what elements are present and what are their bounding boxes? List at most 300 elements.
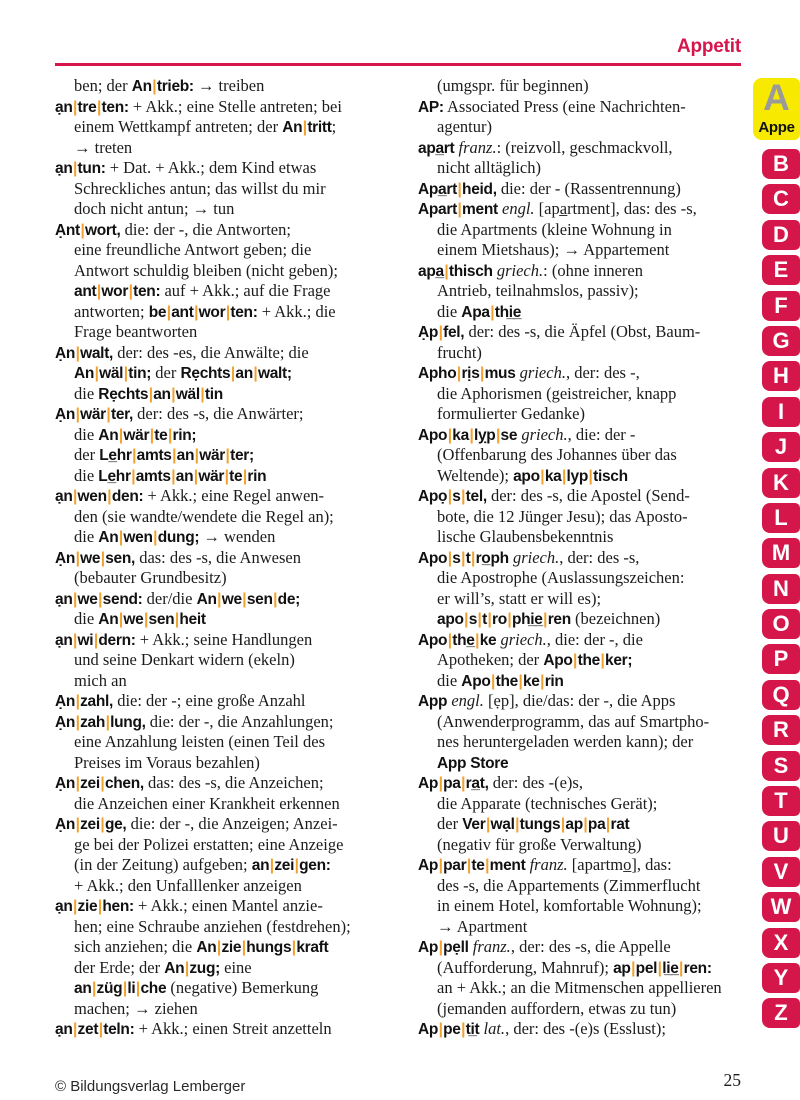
definition-text: Antwort schuldig bleiben (nicht geben); <box>74 260 338 280</box>
headword: An|we|sen|heit <box>98 611 206 628</box>
syllable-divider: | <box>471 549 476 567</box>
syllable-divider: | <box>106 406 111 423</box>
syllable-divider: | <box>573 652 578 669</box>
syllable-divider: | <box>97 898 102 915</box>
tab-letter-d[interactable]: D <box>762 220 800 250</box>
tab-letter-j[interactable]: J <box>762 432 800 462</box>
entry-line <box>418 999 755 1020</box>
definition-text: Associated Press (eine Nachrichten- <box>443 96 686 116</box>
entry-line <box>55 650 407 671</box>
tab-letter-m[interactable]: M <box>762 538 800 568</box>
headword: An|tritt <box>282 119 332 136</box>
definition-text: Frage beantworten <box>74 322 198 341</box>
syllable-divider: | <box>438 939 443 956</box>
headword: apo|s|t|ro|phi̲e̲|ren <box>437 611 571 628</box>
definition-text: der: des -s, die Apostel (Send- <box>486 486 690 505</box>
tab-letter-b[interactable]: B <box>762 149 800 179</box>
syllable-divider: | <box>193 467 198 485</box>
definition-text: (Offenbarung des Johannes über das <box>437 445 677 464</box>
headword: Apa̲rt|heid, <box>418 180 497 198</box>
tab-letter-r[interactable]: R <box>762 715 800 745</box>
syllable-divider: | <box>149 426 154 444</box>
headword: An|we|sen|de; <box>196 590 301 608</box>
entry-line <box>418 814 755 835</box>
language-label: griech. <box>500 629 547 649</box>
syllable-divider: | <box>118 529 123 546</box>
tab-letter-q[interactable]: Q <box>762 680 800 710</box>
entry-line <box>418 589 755 610</box>
tab-letter-v[interactable]: V <box>762 857 800 887</box>
definition-text: (negativ für große Verwaltung) <box>437 834 642 854</box>
definition-text: auf + Akk.; auf die Frage <box>160 281 331 300</box>
definition-text: → wenden <box>199 527 276 546</box>
entry-line <box>55 445 407 466</box>
definition-text: Antrieb, teilnahmslos, passiv); <box>437 281 639 300</box>
tab-letter-g[interactable]: G <box>762 326 800 356</box>
definition-text: die <box>437 670 462 690</box>
syllable-divider: | <box>294 857 299 874</box>
entry-line <box>418 937 755 958</box>
definition-text: , der: des -, <box>565 363 640 382</box>
headword: Rẹchts|an|wäl|tin <box>98 385 223 403</box>
syllable-divider: | <box>73 488 78 505</box>
entry-line <box>418 876 755 897</box>
syllable-divider: | <box>80 221 85 239</box>
headword: Ap|par|te|ment <box>418 857 526 874</box>
syllable-divider: | <box>123 365 128 382</box>
syllable-divider: | <box>444 262 449 280</box>
entry-line <box>55 671 407 692</box>
entry-line <box>55 937 407 958</box>
entry-line <box>55 835 407 856</box>
syllable-divider: | <box>540 672 545 690</box>
headword: Le̲hr|amts|an|wär|ter; <box>99 447 254 464</box>
headword: An|wäl|tin; <box>74 365 152 382</box>
header-rule <box>55 63 741 66</box>
syllable-divider: | <box>105 713 110 731</box>
syllable-divider: | <box>461 488 466 505</box>
syllable-divider: | <box>131 467 136 485</box>
alphabet-tabs <box>762 149 800 1028</box>
entry-line <box>55 999 407 1020</box>
definition-text: lische Glaubensbekenntnis <box>437 527 614 546</box>
definition-text: [apartmo̲], das: <box>567 855 672 874</box>
headword: Apo|ka|lỵp|se <box>418 426 518 444</box>
definition-text: mich an <box>74 670 127 690</box>
entry-line <box>418 240 755 261</box>
entry-line <box>55 363 407 384</box>
syllable-divider: | <box>224 467 229 485</box>
syllable-divider: | <box>132 447 137 464</box>
entry-line <box>55 1019 407 1040</box>
syllable-divider: | <box>447 488 452 505</box>
syllable-divider: | <box>469 426 474 444</box>
entry-line <box>418 343 755 364</box>
definition-text: (in der Zeitung) aufgeben; <box>74 855 252 874</box>
headword: Ạn|walt, <box>55 344 114 362</box>
syllable-divider: | <box>174 611 179 628</box>
entry-line <box>55 97 407 118</box>
syllable-divider: | <box>242 467 247 485</box>
definition-text: die <box>74 527 99 546</box>
headword: An|zie|hungs|kraft <box>196 939 329 956</box>
entry-line <box>55 158 407 179</box>
tab-letter-a-active[interactable] <box>753 78 800 140</box>
syllable-divider: | <box>93 631 98 649</box>
headword: ạn|we|send: <box>55 590 143 608</box>
syllable-divider: | <box>171 385 176 403</box>
entry-line <box>55 568 407 589</box>
syllable-divider: | <box>73 160 78 177</box>
definition-text: sich anziehen; die <box>74 937 197 956</box>
active-tab-letter: A <box>763 77 790 118</box>
entry-line <box>55 712 407 733</box>
entry-line <box>55 773 407 794</box>
syllable-divider: | <box>491 672 496 690</box>
headword: Ap|pa|ra̲t, <box>418 775 489 792</box>
definition-text: der: des -s, die Äpfel (Obst, Baum- <box>464 322 701 341</box>
syllable-divider: | <box>172 447 177 464</box>
headword: ạn|zie|hen: <box>55 898 134 915</box>
headword: Ạn|wär|ter, <box>55 406 134 423</box>
definition-text: bote, die 12 Jünger Jesu); das Aposto- <box>437 506 688 526</box>
entry-line <box>418 97 755 118</box>
syllable-divider: | <box>153 529 158 546</box>
tab-letter-z[interactable]: Z <box>762 998 800 1028</box>
entry-line <box>55 876 407 897</box>
definition-text: die <box>74 424 99 444</box>
entry-line <box>55 753 407 774</box>
definition-text: , der: des -(e)s (Esslust); <box>505 1019 666 1038</box>
syllable-divider: | <box>167 426 172 444</box>
entry-line <box>55 958 407 979</box>
syllable-divider: | <box>457 180 462 198</box>
headword: apo|ka|lyp|tisch <box>513 467 628 485</box>
tab-letter-u[interactable]: U <box>762 821 800 851</box>
definition-text: des -s, die Appartements (Zimmerflucht <box>437 875 701 895</box>
entry-line <box>55 425 407 446</box>
syllable-divider: | <box>135 980 140 997</box>
syllable-divider: | <box>475 631 480 649</box>
syllable-divider: | <box>166 303 171 321</box>
active-tab-label: Appe <box>758 119 795 136</box>
headword: ạn|tre|ten: <box>55 98 129 116</box>
syllable-divider: | <box>96 283 101 300</box>
definition-text: , die: der - <box>567 424 636 444</box>
syllable-divider: | <box>679 959 684 977</box>
entry-line <box>418 773 755 794</box>
syllable-divider: | <box>100 775 105 792</box>
definition-text: (umgspr. für beginnen) <box>437 76 589 95</box>
syllable-divider: | <box>98 590 103 608</box>
entry-line <box>418 466 755 487</box>
headword: apa̲rt <box>418 139 455 157</box>
syllable-divider: | <box>75 406 80 423</box>
definition-text: doch nicht antun; → tun <box>74 199 235 218</box>
syllable-divider: | <box>143 611 149 628</box>
tab-letter-p[interactable]: P <box>762 644 800 674</box>
definition-text: in einem Hotel, komfortable Wohnung); <box>437 896 702 915</box>
definition-text: [ẹp], die/das: der -, die Apps <box>483 691 676 710</box>
definition-text: die: der -, die Anzeigen; Anzei- <box>126 814 338 833</box>
headword: ạn|wi|dern: <box>55 631 136 649</box>
syllable-divider: | <box>200 385 205 403</box>
definition-text: (Anwenderprogramm, das auf Smartpho- <box>437 711 710 731</box>
definition-text: formulierter Gedanke) <box>437 404 585 423</box>
tab-letter-x[interactable]: X <box>762 928 800 958</box>
syllable-divider: | <box>588 467 593 485</box>
definition-text: die <box>74 609 99 628</box>
entry-line <box>418 609 755 630</box>
entry-line <box>55 855 407 876</box>
entry-line <box>418 794 755 815</box>
entry-line <box>418 486 755 507</box>
definition-text: die Anzeichen einer Krankheit erkennen <box>74 793 340 813</box>
definition-text: → treiben <box>193 76 265 95</box>
syllable-divider: | <box>560 816 565 833</box>
headword: AP: <box>418 98 444 116</box>
syllable-divider: | <box>464 611 469 628</box>
definition-text: nes heruntergeladen werden kann); der <box>437 732 694 751</box>
headword: be|ant|wor|ten: <box>148 303 258 321</box>
syllable-divider: | <box>73 631 78 649</box>
tab-letter-y[interactable]: Y <box>762 963 800 993</box>
definition-text: der: des -(e)s, <box>488 773 583 792</box>
entry-line <box>418 158 755 179</box>
syllable-divider: | <box>605 816 610 833</box>
headword: Apho|rịs|mus <box>418 365 516 382</box>
entry-line <box>418 138 755 159</box>
entry-line <box>418 179 755 200</box>
syllable-divider: | <box>75 775 80 792</box>
entry-line <box>418 281 755 302</box>
definition-text: der Erde; der <box>74 957 165 977</box>
entry-line <box>55 466 407 487</box>
definition-text: + Akk.; einen Mantel anzie- <box>133 896 323 915</box>
tab-letter-l[interactable]: L <box>762 503 800 533</box>
definition-text: → Apartment <box>437 916 528 936</box>
syllable-divider: | <box>480 365 485 382</box>
entry-line <box>55 302 407 323</box>
syllable-divider: | <box>487 611 492 628</box>
syllable-divider: | <box>92 980 97 997</box>
definition-text: die Apartments (kleine Wohnung in <box>437 219 672 239</box>
syllable-divider: | <box>107 488 112 505</box>
definition-text: , der: des -s, die Appelle <box>510 937 671 956</box>
headword: Apo|s|t|ro̲ph <box>418 549 509 567</box>
entry-line <box>418 712 755 733</box>
entry-line <box>55 220 407 241</box>
definition-text: : (ohne inneren <box>543 260 644 280</box>
syllable-divider: | <box>461 549 466 567</box>
definition-text: : (reizvoll, geschmackvoll, <box>496 137 673 157</box>
syllable-divider: | <box>152 78 157 95</box>
entry-line <box>55 896 407 917</box>
syllable-divider: | <box>100 816 105 833</box>
tab-letter-e[interactable]: E <box>762 255 800 285</box>
syllable-divider: | <box>438 775 443 792</box>
tab-letter-h[interactable]: H <box>762 361 800 391</box>
entry-line <box>418 117 755 138</box>
syllable-divider: | <box>73 98 78 116</box>
syllable-divider: | <box>118 611 123 628</box>
syllable-divider: | <box>461 1021 466 1038</box>
syllable-divider: | <box>96 98 102 116</box>
language-label: lat. <box>483 1019 506 1038</box>
definition-text: Schreckliches antun; das willst du mir <box>74 178 326 198</box>
definition-text: den (sie wandte/wendete die Regel an); <box>74 506 334 526</box>
entry-line <box>55 199 407 220</box>
definition-text: + Dat. + Akk.; dem Kind etwas <box>105 158 317 177</box>
syllable-divider: | <box>217 590 222 608</box>
entry-line <box>418 630 755 651</box>
tab-letter-s[interactable]: S <box>762 751 800 781</box>
tab-letter-k[interactable]: K <box>762 468 800 498</box>
syllable-divider: | <box>447 549 452 567</box>
headword: Apo|the̲|ke <box>418 631 497 649</box>
headword: ạn|wen|den: <box>55 488 144 505</box>
syllable-divider: | <box>507 611 512 628</box>
syllable-divider: | <box>269 857 274 874</box>
definition-text: (Aufforderung, Mahnruf); <box>437 957 614 977</box>
syllable-divider: | <box>75 549 80 567</box>
definition-text: (negative) Bemerkung <box>166 978 319 997</box>
definition-text: + Akk.; eine Stelle antreten; bei <box>128 96 342 116</box>
entry-line <box>55 814 407 835</box>
syllable-divider: | <box>561 467 567 485</box>
headword: Apa|thi̲e̲ <box>461 303 522 321</box>
syllable-divider: | <box>75 713 80 731</box>
definition-text: einem Mietshaus); → Appartement <box>437 240 670 259</box>
headword: An|zug; <box>164 959 221 977</box>
definition-text: Weltende); <box>437 465 514 485</box>
headword: Apart|ment <box>418 201 498 218</box>
language-label: griech. <box>521 424 568 444</box>
syllable-divider: | <box>515 816 520 833</box>
syllable-divider: | <box>75 693 80 710</box>
entry-line <box>418 732 755 753</box>
language-label: griech. <box>519 363 566 382</box>
definition-text: der <box>74 445 100 464</box>
headword: Ạn|zei|ge, <box>55 816 127 833</box>
headword: Ver|wạl|tungs|ap|pa|rat <box>462 816 630 833</box>
dictionary-column-right <box>418 76 755 1040</box>
syllable-divider: | <box>75 344 80 362</box>
entry-line <box>418 978 755 999</box>
tab-letter-i[interactable]: I <box>762 397 800 427</box>
headword: Apo|the|ker; <box>543 652 633 669</box>
syllable-divider: | <box>438 324 443 341</box>
syllable-divider: | <box>438 1021 443 1038</box>
definition-text: agentur) <box>437 117 492 136</box>
definition-text: die <box>437 301 462 321</box>
headword: an|züg|li|che <box>74 980 167 997</box>
syllable-divider: | <box>518 672 523 690</box>
entry-line <box>55 917 407 938</box>
definition-text: der: des -es, die Anwälte; die <box>113 342 309 362</box>
definition-text: (bezeichnen) <box>570 609 661 628</box>
entry-line <box>418 302 755 323</box>
tab-letter-w[interactable]: W <box>762 892 800 922</box>
definition-text: die: der -; eine große Anzahl <box>113 691 306 710</box>
language-label: franz. <box>472 937 511 956</box>
entry-line <box>55 732 407 753</box>
syllable-divider: | <box>291 939 296 956</box>
syllable-divider: | <box>461 775 466 792</box>
syllable-divider: | <box>457 201 462 218</box>
tab-letter-o[interactable]: O <box>762 609 800 639</box>
entry-line <box>55 343 407 364</box>
syllable-divider: | <box>447 631 452 649</box>
tab-letter-t[interactable]: T <box>762 786 800 816</box>
definition-text: + Akk.; die <box>257 301 336 321</box>
definition-text: eine <box>220 957 252 977</box>
syllable-divider: | <box>302 119 307 136</box>
syllable-divider: | <box>490 303 495 321</box>
syllable-divider: | <box>194 447 199 464</box>
syllable-divider: | <box>495 426 501 444</box>
definition-text: ben; der <box>74 76 132 95</box>
entry-line <box>418 548 755 569</box>
headword: an|zei|gen: <box>251 857 331 874</box>
entry-line <box>418 568 755 589</box>
entry-line <box>418 507 755 528</box>
definition-text: die <box>74 383 99 403</box>
definition-text: Preises im Voraus bezahlen) <box>74 752 260 772</box>
headword: Ap|pẹll <box>418 939 469 956</box>
syllable-divider: | <box>242 590 247 608</box>
entry-line <box>55 240 407 261</box>
entry-line <box>55 261 407 282</box>
definition-text: eine freundliche Antwort geben; die <box>74 240 312 259</box>
syllable-divider: | <box>216 939 221 956</box>
syllable-divider: | <box>94 365 99 382</box>
syllable-divider: | <box>600 652 605 669</box>
language-label: griech. <box>496 260 544 280</box>
tab-letter-f[interactable]: F <box>762 291 800 321</box>
definition-text: und seine Denkart widern (ekeln) <box>74 650 295 669</box>
entry-line <box>418 261 755 282</box>
syllable-divider: | <box>73 898 78 915</box>
entry-line <box>55 138 407 159</box>
tab-letter-c[interactable]: C <box>762 184 800 214</box>
syllable-divider: | <box>230 365 235 382</box>
definition-text: der/die <box>142 588 197 608</box>
language-label: engl. <box>502 199 535 218</box>
syllable-divider: | <box>148 385 153 403</box>
headword: Ạn|zahl, <box>55 693 114 710</box>
headword: Apọ|s|tel, <box>418 488 487 505</box>
syllable-divider: | <box>118 426 123 444</box>
definition-text: ge bei der Polizei erstatten; eine Anzeige <box>74 834 344 854</box>
definition-text: der <box>151 363 181 382</box>
entry-line <box>418 671 755 692</box>
definition-text: eine Anzahlung leisten (einen Teil des <box>74 732 326 751</box>
entry-line <box>418 199 755 220</box>
copyright-text: © Bildungsverlag Lemberger <box>55 1078 246 1095</box>
definition-text: die Apostrophe (Auslassungszeichen: <box>437 568 685 587</box>
entry-line <box>418 363 755 384</box>
syllable-divider: | <box>225 447 230 464</box>
definition-text: die <box>74 465 99 485</box>
entry-line <box>55 404 407 425</box>
dictionary-column-left <box>55 76 407 1040</box>
tab-letter-n[interactable]: N <box>762 574 800 604</box>
entry-line <box>418 384 755 405</box>
definition-text: das: des -s, die Anzeichen; <box>143 773 324 792</box>
entry-line <box>418 896 755 917</box>
entry-line <box>55 978 407 999</box>
